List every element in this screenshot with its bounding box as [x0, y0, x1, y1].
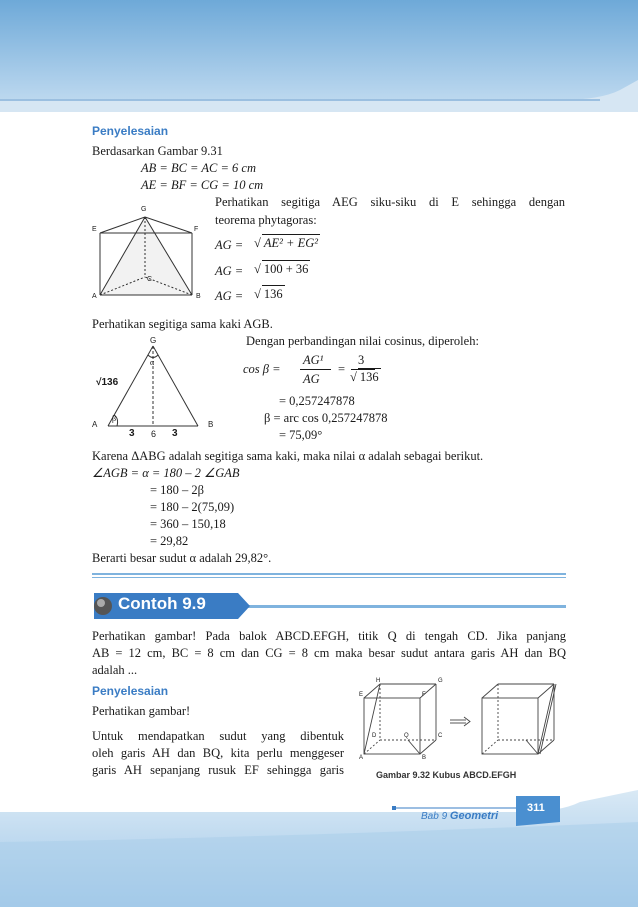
triangle-label-3b: 3: [172, 428, 178, 439]
cube-label-h: H: [376, 678, 381, 684]
cos-fraction-bar-1: [300, 369, 331, 370]
example-solution-heading: Penyelesaian: [92, 684, 169, 698]
cos-denominator-2: √ 136: [350, 370, 379, 384]
eq3-lhs: AG =: [215, 289, 244, 303]
footer-chapter-label: Bab 9: [421, 811, 448, 822]
triangle-label-beta: β: [112, 414, 117, 423]
text-aeg-line2: teorema phytagoras:: [215, 213, 317, 227]
triangle-label-g: G: [150, 336, 157, 345]
eq1-lhs: AG =: [215, 238, 244, 252]
given-equation-2: AE = BF = CG = 10 cm: [141, 178, 264, 192]
problem-line-2: AB = 12 cm, BC = 8 cm dan CG = 8 cm maka besar sudut antara garis AH dan BQ: [92, 646, 566, 660]
prism-label-e: E: [92, 226, 97, 233]
eq1-sqrt: √ AE² + EG²: [254, 236, 318, 250]
conclusion-text: Berarti besar sudut α adalah 29,82°.: [92, 551, 272, 565]
solution-p2-line1: Untuk mendapatkan sudut yang dibentuk: [92, 729, 344, 743]
footer-subject: Geometri: [449, 810, 499, 822]
eq2-sqrt: √ 100 + 36: [254, 262, 309, 276]
eq3-sqrt: √ 136: [254, 287, 283, 301]
triangle-label-side: √136: [96, 377, 119, 388]
cos-equals: =: [338, 362, 346, 376]
example-title: Contoh 9.9: [118, 594, 206, 613]
solution-heading: Penyelesaian: [92, 124, 169, 138]
beta-arccos: β = arc cos 0,257247878: [264, 411, 388, 425]
eq2-lhs: AG =: [215, 264, 244, 278]
beta-value: = 75,09°: [279, 428, 323, 442]
triangle-label-b: B: [208, 420, 214, 429]
prism-label-f: F: [194, 226, 199, 233]
triangle-label-3a: 3: [129, 428, 135, 439]
text-aeg-line1: Perhatikan segitiga AEG siku-siku di E sehingga dengan: [215, 195, 565, 209]
calc-line-3: = 180 – 2(75,09): [150, 500, 235, 514]
intro-text: Berdasarkan Gambar 9.31: [92, 144, 223, 158]
cos-value: = 0,257247878: [279, 394, 355, 408]
calc-line-2: = 180 – 2β: [150, 483, 205, 497]
cube-label-e: E: [359, 692, 364, 698]
cos-denominator-1: AG: [303, 372, 320, 386]
solution-p2-line3: garis AH sepanjang rusuk EF sehingga garis: [92, 763, 344, 777]
given-equation-1: AB = BC = AC = 6 cm: [141, 161, 256, 175]
problem-line-1: Perhatikan gambar! Pada balok ABCD.EFGH, titik Q di tengah CD. Jika panjang: [92, 629, 566, 643]
karena-text: Karena ΔABG adalah segitiga sama kaki, maka nilai α adalah sebagai berikut.: [92, 449, 484, 463]
eq2-radicand: 100 + 36: [263, 262, 309, 276]
prism-label-b: B: [196, 293, 201, 300]
cos-numerator-2: 3: [358, 353, 365, 367]
eq1-radicand: AE² + EG²: [263, 236, 318, 250]
cube-label-d: D: [372, 733, 377, 739]
prism-label-g: G: [141, 206, 147, 213]
section-divider-thin: [92, 577, 566, 578]
cube-label-c: C: [438, 733, 443, 739]
cube-label-q: Q: [404, 733, 409, 739]
page-number: 311: [527, 802, 545, 814]
solution-p1: Perhatikan gambar!: [92, 704, 191, 718]
prism-label-a: A: [92, 293, 97, 300]
cos-lhs: cos β =: [243, 362, 281, 376]
triangle-label-a: A: [92, 420, 98, 429]
cos-denominator-radicand: 136: [359, 370, 379, 384]
header-band: [0, 0, 638, 112]
isosceles-text: Perhatikan segitiga sama kaki AGB.: [92, 317, 273, 331]
prism-figure: [88, 205, 208, 307]
problem-line-3: adalah ...: [92, 663, 138, 677]
cube-label-a: A: [359, 755, 364, 761]
footer-band: [0, 782, 638, 907]
calc-line-1: ∠AGB = α = 180 – 2 ∠GAB: [92, 466, 240, 480]
calc-line-5: = 29,82: [150, 534, 189, 548]
triangle-label-alpha: α: [150, 358, 155, 367]
triangle-label-6: 6: [151, 429, 157, 439]
figure-caption: Gambar 9.32 Kubus ABCD.EFGH: [376, 770, 517, 780]
cosine-intro: Dengan perbandingan nilai cosinus, diperoleh:: [246, 334, 479, 348]
eq3-radicand: 136: [263, 287, 283, 301]
prism-label-c: C: [147, 276, 153, 283]
solution-p2-line2: oleh garis AH dan BQ, kita perlu menggeser: [92, 746, 344, 760]
cube-label-g: G: [438, 678, 443, 684]
cube-label-f: F: [422, 692, 426, 698]
cube-label-b: B: [422, 755, 427, 761]
calc-line-4: = 360 – 150,18: [150, 517, 226, 531]
footer-chapter: [421, 810, 498, 822]
cube-figures: [358, 676, 570, 768]
cos-numerator-1: AG¹: [303, 353, 324, 367]
section-divider: [92, 573, 566, 575]
